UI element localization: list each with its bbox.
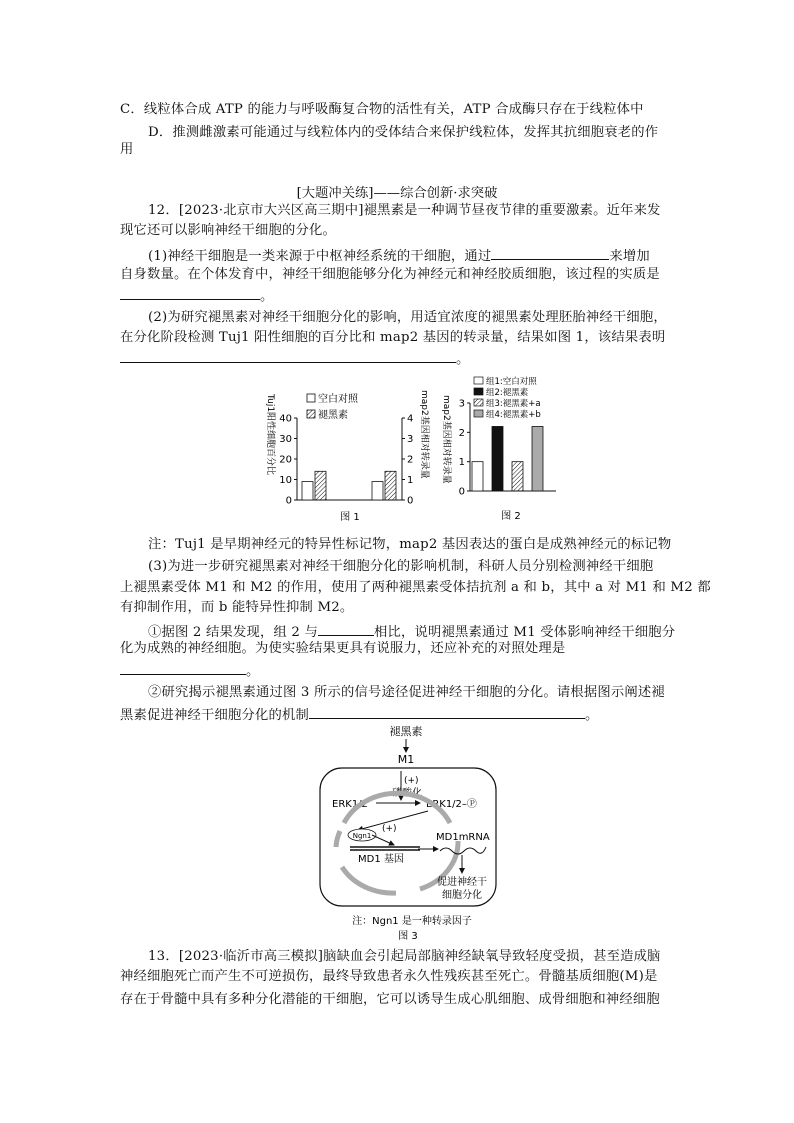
q12-sub2-line2 (120, 704, 598, 725)
fig1-left-tick-label: 20 (279, 454, 292, 466)
fig1-left-tick-label: 40 (279, 413, 292, 425)
q12-sub1-end: 。 (246, 664, 260, 679)
fig1-right-axis-label: map2基因相对转录量 (419, 390, 429, 479)
fig3-m1: M1 (397, 753, 415, 766)
figure-3-diagram (300, 723, 520, 945)
q12-part3-line3: 有抑制作用，而 b 能特异性抑制 M2。 (120, 600, 354, 615)
answer-blank-3[interactable] (120, 348, 456, 363)
fig2-bar (472, 462, 483, 491)
figure-2-chart (440, 373, 590, 523)
fig1-left-tick-label: 0 (285, 495, 292, 507)
option-c: C．线粒体合成 ATP 的能力与呼吸酶复合物的活性有关，ATP 合成酶只存在于线粒体中 (120, 102, 644, 117)
fig2-tick-label: 0 (458, 486, 465, 498)
fig3-melatonin: 褪黑素 (389, 725, 423, 738)
fig2-legend-swatch (474, 410, 483, 417)
q12-sub1-text-a: ①据图 2 结果发现，组 2 与 (148, 625, 318, 640)
fig1-bar (372, 482, 383, 500)
fig3-md1-mrna: MD1mRNA (436, 832, 490, 843)
fig1-bar (302, 482, 313, 500)
fig1-legend-swatch-melatonin (307, 410, 315, 418)
q13-line2: 神经细胞死亡而产生不可逆损伤，最终导致患者永久性残疾甚至死亡。骨髓基质细胞(M)是 (120, 969, 658, 984)
q12-sub2-end: 。 (584, 708, 599, 723)
fig1-right-tick-label: 1 (407, 475, 414, 486)
fig3-note: 注：Ngn1 是一种转录因子 (352, 916, 472, 927)
q12-line2: 现它还可以影响神经干细胞的分化。 (120, 223, 336, 238)
option-d-line2: 用 (120, 142, 134, 157)
fig3-promote-line1: 促进神经干 (437, 877, 487, 888)
fig2-axis-label: map2基因相对转录量 (441, 395, 451, 484)
fig1-legend-melatonin: 褪黑素 (318, 410, 348, 421)
q12-sub1-line1 (148, 621, 675, 642)
q13-line1: 13．[2023·临沂市高三模拟]脑缺血会引起局部脑神经缺氧导致轻度受损，甚至造成脑 (148, 949, 661, 964)
q12-part2-end: 。 (456, 352, 470, 367)
q12-part1-line2: 自身数量。在个体发育中，神经干细胞能够分化为神经元和神经胶质细胞，该过程的实质是 (120, 267, 660, 282)
fig2-tick-label: 1 (458, 457, 465, 469)
q12-part1-end: 。 (260, 289, 274, 304)
q12-part3-line1: (3)为进一步研究褪黑素对神经干细胞分化的影响机制，科研人员分别检测神经干细胞 (148, 559, 654, 574)
section-title: [大题冲关练]——综合创新·求突破 (296, 186, 498, 201)
figure-1-chart (262, 388, 414, 528)
q12-part1-line1 (148, 245, 650, 266)
fig1-legend-control: 空白对照 (318, 394, 358, 405)
fig3-arrow-ngn1-gene (372, 835, 394, 845)
fig1-right-tick-label: 3 (407, 434, 414, 445)
q12-part3-line2: 上褪黑素受体 M1 和 M2 的作用，使用了两种褪黑素受体拮抗剂 a 和 b，其中 a 对 M1 和 M2 都 (120, 580, 711, 595)
fig2-legend-label: 组4:褪黑素+b (486, 410, 541, 420)
q12-part2-line2: 在分化阶段检测 Tuj1 阳性细胞的百分比和 map2 基因的转录量，结果如图 1，该结果表明 (120, 330, 666, 345)
fig3-mrna-strand (440, 847, 486, 854)
fig3-plus-1: (+) (404, 776, 419, 786)
q12-part1-text-b: 来增加 (609, 249, 650, 264)
fig3-erk: ERK1/2 (332, 799, 368, 810)
fig2-tick-label: 3 (458, 398, 465, 410)
fig1-left-axis-label: Tuj1阳性细胞百分比 (265, 394, 275, 476)
q12-part1-text-a: (1)神经干细胞是一类来源于中枢神经系统的干细胞，通过 (148, 249, 492, 264)
q12-sub2-line1: ②研究揭示褪黑素通过图 3 所示的信号途径促进神经干细胞的分化。请根据图示阐述褪 (148, 685, 665, 700)
fig3-promote-line2: 细胞分化 (442, 890, 482, 901)
fig2-bar (532, 426, 543, 491)
fig3-ngn1: Ngn1 (352, 832, 372, 840)
q13-line3: 存在于骨髓中具有多种分化潜能的干细胞，它可以诱导生成心肌细胞、成骨细胞和神经细胞 (120, 992, 660, 1007)
q12-sub1-text-b: 相比，说明褪黑素通过 M1 受体影响神经干细胞分 (374, 625, 676, 640)
fig3-erk-p: ERK1/2–Ⓟ (426, 799, 477, 810)
fig1-legend-swatch-control (307, 394, 315, 402)
fig2-bar (512, 462, 523, 491)
q12-sub1-line2: 化为成熟的神经细胞。为使实验结果更具有说服力，还应补充的对照处理是 (120, 641, 566, 656)
fig1-left-tick-label: 10 (279, 475, 292, 486)
fig2-tick-label: 2 (458, 427, 465, 439)
fig2-legend-swatch (474, 377, 483, 384)
q12-sub1-line3 (120, 660, 260, 681)
fig3-caption: 图 3 (398, 931, 418, 942)
answer-blank-2[interactable] (120, 285, 260, 300)
q12-part1-line3 (120, 285, 274, 306)
fig1-left-tick-label: 30 (279, 434, 292, 445)
q12-sub2-text: 黑素促进神经干细胞分化的机制 (120, 708, 309, 723)
fig2-bar (492, 426, 503, 491)
fig3-plus-2: (+) (382, 824, 397, 834)
fig2-caption: 图 2 (501, 511, 521, 522)
fig2-legend-swatch (474, 388, 483, 395)
fig1-caption: 图 1 (340, 512, 360, 523)
option-d-line1: D．推测雌激素可能通过与线粒体内的受体结合来保护线粒体，发挥其抗细胞衰老的作 (148, 125, 659, 140)
fig1-right-label-box (416, 388, 436, 518)
fig2-legend-swatch (474, 399, 483, 406)
fig3-md1-gene: MD1 基因 (358, 854, 404, 865)
q12-line1: 12．[2023·北京市大兴区高三期中]褪黑素是一种调节昼夜节律的重要激素。近年来发 (148, 203, 661, 218)
answer-blank-6[interactable] (309, 704, 585, 719)
q12-figure-note: 注：Tuj1 是早期神经元的特异性标记物，map2 基因表达的蛋白是成熟神经元的标记物 (148, 537, 672, 552)
fig1-right-tick-label: 2 (407, 454, 414, 466)
answer-blank-4[interactable] (318, 621, 374, 636)
answer-blank-5[interactable] (120, 660, 246, 675)
answer-blank-1[interactable] (491, 245, 609, 260)
fig2-legend-label: 组3:褪黑素+a (486, 399, 541, 409)
fig2-legend-label: 组2:褪黑素 (486, 388, 529, 398)
fig2-legend-label: 组1:空白对照 (486, 377, 537, 387)
fig1-bar (315, 471, 326, 500)
fig1-right-tick-label: 0 (407, 495, 414, 507)
q12-part2-line3 (120, 348, 470, 369)
fig1-right-tick-label: 4 (407, 413, 414, 425)
q12-part2-line1: (2)为研究褪黑素对神经干细胞分化的影响，用适宜浓度的褪黑素处理胚胎神经干细胞， (148, 310, 667, 325)
fig3-phosphorylation: 磷酸化 (392, 788, 422, 799)
fig1-bar (385, 471, 396, 500)
